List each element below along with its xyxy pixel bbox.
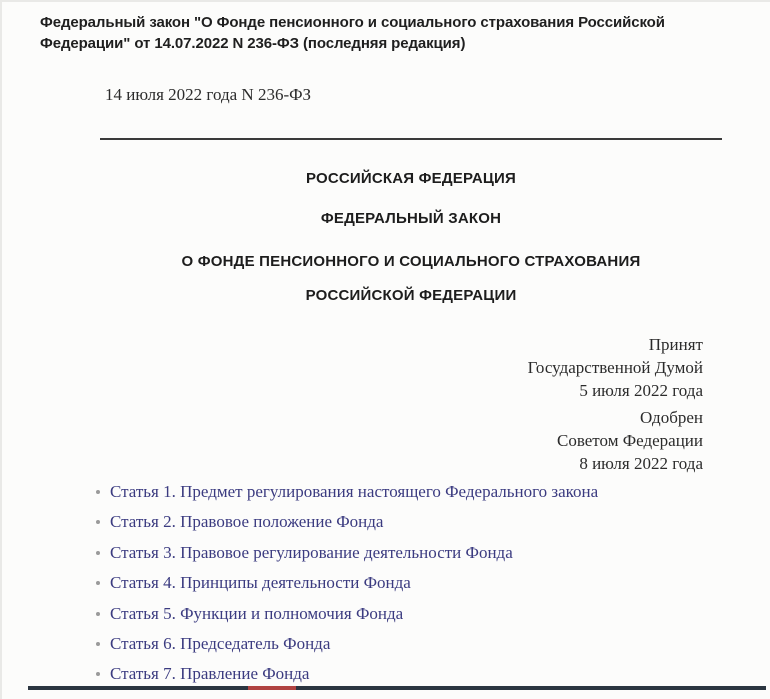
bullet-icon (96, 551, 100, 555)
adopted-line-1: Принят (648, 335, 703, 354)
horizontal-divider (100, 138, 722, 140)
list-item (110, 629, 730, 659)
bullet-icon (96, 581, 100, 585)
approved-line-3: 8 июля 2022 года (579, 454, 703, 473)
adopted-line-3: 5 июля 2022 года (579, 381, 703, 400)
list-item (110, 477, 730, 507)
list-item (110, 568, 730, 598)
bullet-icon (96, 520, 100, 524)
article-4-link[interactable]: Статья 4. Принципы деятельности Фонда (110, 573, 411, 593)
list-item (110, 599, 730, 629)
heading-law-subject: О ФОНДЕ ПЕНСИОННОГО И СОЦИАЛЬНОГО СТРАХОВАНИЯ (181, 253, 641, 270)
approved-line-2: Советом Федерации (557, 431, 703, 450)
bullet-icon (96, 490, 100, 494)
bottom-divider (28, 686, 766, 690)
bullet-icon (96, 642, 100, 646)
adopted-line-2: Государственной Думой (527, 358, 703, 377)
bullet-icon (96, 672, 100, 676)
approved-block (100, 406, 703, 475)
list-item (110, 507, 730, 537)
adopted-block (100, 333, 703, 402)
list-item (110, 538, 730, 568)
article-1-link[interactable]: Статья 1. Предмет регулирования настоящего Федерального закона (110, 482, 599, 501)
article-3-link[interactable]: Статья 3. Правовое регулирование деятельности Фонда (110, 542, 513, 562)
doc-number-line: 14 июля 2022 года N 236-ФЗ (105, 85, 312, 104)
article-6-link[interactable]: Статья 6. Председатель Фонда (110, 634, 331, 654)
page-title: Федеральный закон "О Фонде пенсионного и социального страхования Российской Федерации" от 14.07.2022 N 236-ФЗ (последняя редакция) (40, 14, 665, 52)
heading-country: РОССИЙСКАЯ ФЕДЕРАЦИЯ (305, 170, 516, 187)
article-2-link[interactable]: Статья 2. Правовое положение Фонда (110, 512, 384, 532)
articles-list (110, 477, 730, 690)
red-annotation-segment (248, 686, 296, 690)
approved-line-1: Одобрен (640, 408, 703, 427)
bullet-icon (96, 612, 100, 616)
heading-law-subject-2: РОССИЙСКОЙ ФЕДЕРАЦИИ (305, 287, 517, 304)
article-5-link[interactable]: Статья 5. Функции и полномочия Фонда (110, 603, 404, 623)
article-7-link[interactable]: Статья 7. Правление Фонда (110, 664, 310, 684)
heading-law-type: ФЕДЕРАЛЬНЫЙ ЗАКОН (320, 210, 502, 227)
